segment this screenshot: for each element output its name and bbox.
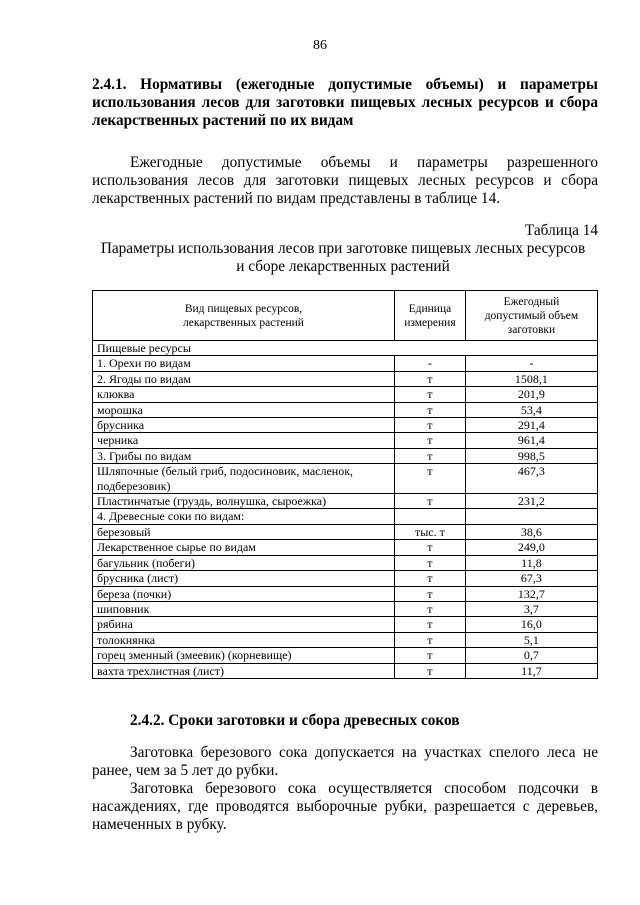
cell-unit: т [395,418,466,433]
table-row [93,341,598,356]
paragraph-line: насаждениях, где проводятся выборочные рубки, разрешается с деревьев, [92,798,598,815]
table-label: Таблица 14 [524,222,598,239]
cell-volume: 132,7 [465,586,597,601]
cell-unit: т [395,387,466,402]
table-row [93,356,598,371]
cell-volume: 11,7 [465,663,597,678]
cell-unit: т [395,540,466,555]
cell-resource-name: брусника [93,418,395,433]
cell-unit [395,509,466,524]
table-caption-line: и сборе лекарственных растений [236,258,450,275]
cell-unit: т [395,555,466,570]
table-row [93,617,598,632]
cell-resource-name: брусника (лист) [93,571,395,586]
table-row [93,494,598,509]
cell-resource-name: березовый [93,524,395,539]
cell-volume: 961,4 [465,433,597,448]
cell-resource-name: клюква [93,387,395,402]
cell-unit: т [395,601,466,616]
cell-resource-name: береза (почки) [93,586,395,601]
section-heading-2: 2.4.2. Сроки заготовки и сбора древесных соков [130,712,460,729]
cell-unit: - [395,356,466,371]
cell-resource-name: 3. Грибы по видам [93,448,395,463]
table-body [93,341,598,679]
cell-volume: 998,5 [465,448,597,463]
cell-volume: 5,1 [465,632,597,647]
cell-resource-name: горец зменный (змеевик) (корневище) [93,648,395,663]
heading-line: использования лесов для заготовки пищевых лесных ресурсов и сбора [92,94,598,111]
cell-volume: 249,0 [465,540,597,555]
cell-resource-name: Лекарственное сырье по видам [93,540,395,555]
cell-unit: т [395,648,466,663]
table-row [93,586,598,601]
cell-unit: т [395,433,466,448]
table-row [93,632,598,647]
heading-line: лекарственных растений по их видам [92,112,354,129]
cell-volume [465,509,597,524]
cell-volume: 38,6 [465,524,597,539]
cell-unit: т [395,402,466,417]
cell-resource-name: вахта трехлистная (лист) [93,663,395,678]
cell-volume: 0,7 [465,648,597,663]
table-row [93,540,598,555]
table-row [93,402,598,417]
table-caption-line: Параметры использования лесов при заготовке пищевых лесных ресурсов [100,240,586,257]
cell-resource-name: Шляпочные (белый гриб, подосиновик, масленок, подберезовик) [93,464,395,494]
cell-volume: 53,4 [465,402,597,417]
cell-resource-name: 4. Древесные соки по видам: [93,509,395,524]
table-row [93,371,598,386]
cell-volume: - [465,356,597,371]
paragraph-line: использования лесов для заготовки пищевых лесных ресурсов и сбора [92,172,598,189]
table-row [93,464,598,494]
cell-resource-name: шиповник [93,601,395,616]
paragraph-line: Заготовка березового сока допускается на участках спелого леса не [130,744,598,761]
table-row [93,555,598,570]
cell-unit: т [395,571,466,586]
cell-resource-name: 1. Орехи по видам [93,356,395,371]
intro-paragraph [92,154,598,208]
cell-resource-name: Пластинчатые (груздь, волнушка, сыроежка) [93,494,395,509]
cell-resource-name: черника [93,433,395,448]
cell-volume: 467,3 [465,464,597,494]
cell-unit: т [395,632,466,647]
cell-volume: 201,9 [465,387,597,402]
paragraph-2 [92,744,598,780]
cell-resource-name: рябина [93,617,395,632]
heading-line: 2.4.1. Нормативы (ежегодные допустимые объемы) и параметры [92,76,598,93]
cell-volume: 231,2 [465,494,597,509]
cell-unit: т [395,617,466,632]
table-row [93,448,598,463]
cell-resource-name: толокнянка [93,632,395,647]
cell-volume: 3,7 [465,601,597,616]
table-row [93,648,598,663]
paragraph-line: Ежегодные допустимые объемы и параметры разрешенного [130,154,598,171]
table-header-row [93,291,598,341]
paragraph-3 [92,780,598,834]
table-row [93,387,598,402]
paragraph-line: лекарственных растений по видам представлены в таблице 14. [92,190,501,207]
header-unit: Единица измерения [395,291,466,341]
resources-table [92,290,598,679]
cell-unit: т [395,371,466,386]
paragraph-line: Заготовка березового сока осуществляется способом подсочки в [130,780,598,797]
table-row [93,509,598,524]
paragraph-line: ранее, чем за 5 лет до рубки. [92,762,279,779]
table-row [93,418,598,433]
table-row [93,601,598,616]
cell-unit: т [395,586,466,601]
table-row [93,663,598,678]
cell-volume: 1508,1 [465,371,597,386]
cell-unit: т [395,663,466,678]
cell-volume: 67,3 [465,571,597,586]
cell-resource-name: багульник (побеги) [93,555,395,570]
cell-resource-name: 2. Ягоды по видам [93,371,395,386]
cell-volume: 16,0 [465,617,597,632]
section-heading [92,76,598,130]
cell-unit: т [395,494,466,509]
table-row [93,571,598,586]
page-number: 86 [313,38,327,53]
cell-unit: т [395,464,466,494]
paragraph-line: намеченных в рубку. [92,816,227,833]
table-row [93,433,598,448]
cell-unit: т [395,448,466,463]
cell-unit: тыс. т [395,524,466,539]
header-annual-volume: Ежегодный допустимый объем заготовки [465,291,597,341]
cell-volume: 11,8 [465,555,597,570]
header-resource-type: Вид пищевых ресурсов, лекарственных растений [93,291,395,341]
cell-resource-name: морошка [93,402,395,417]
row-group-label: Пищевые ресурсы [93,341,598,356]
cell-volume: 291,4 [465,418,597,433]
table-row [93,524,598,539]
